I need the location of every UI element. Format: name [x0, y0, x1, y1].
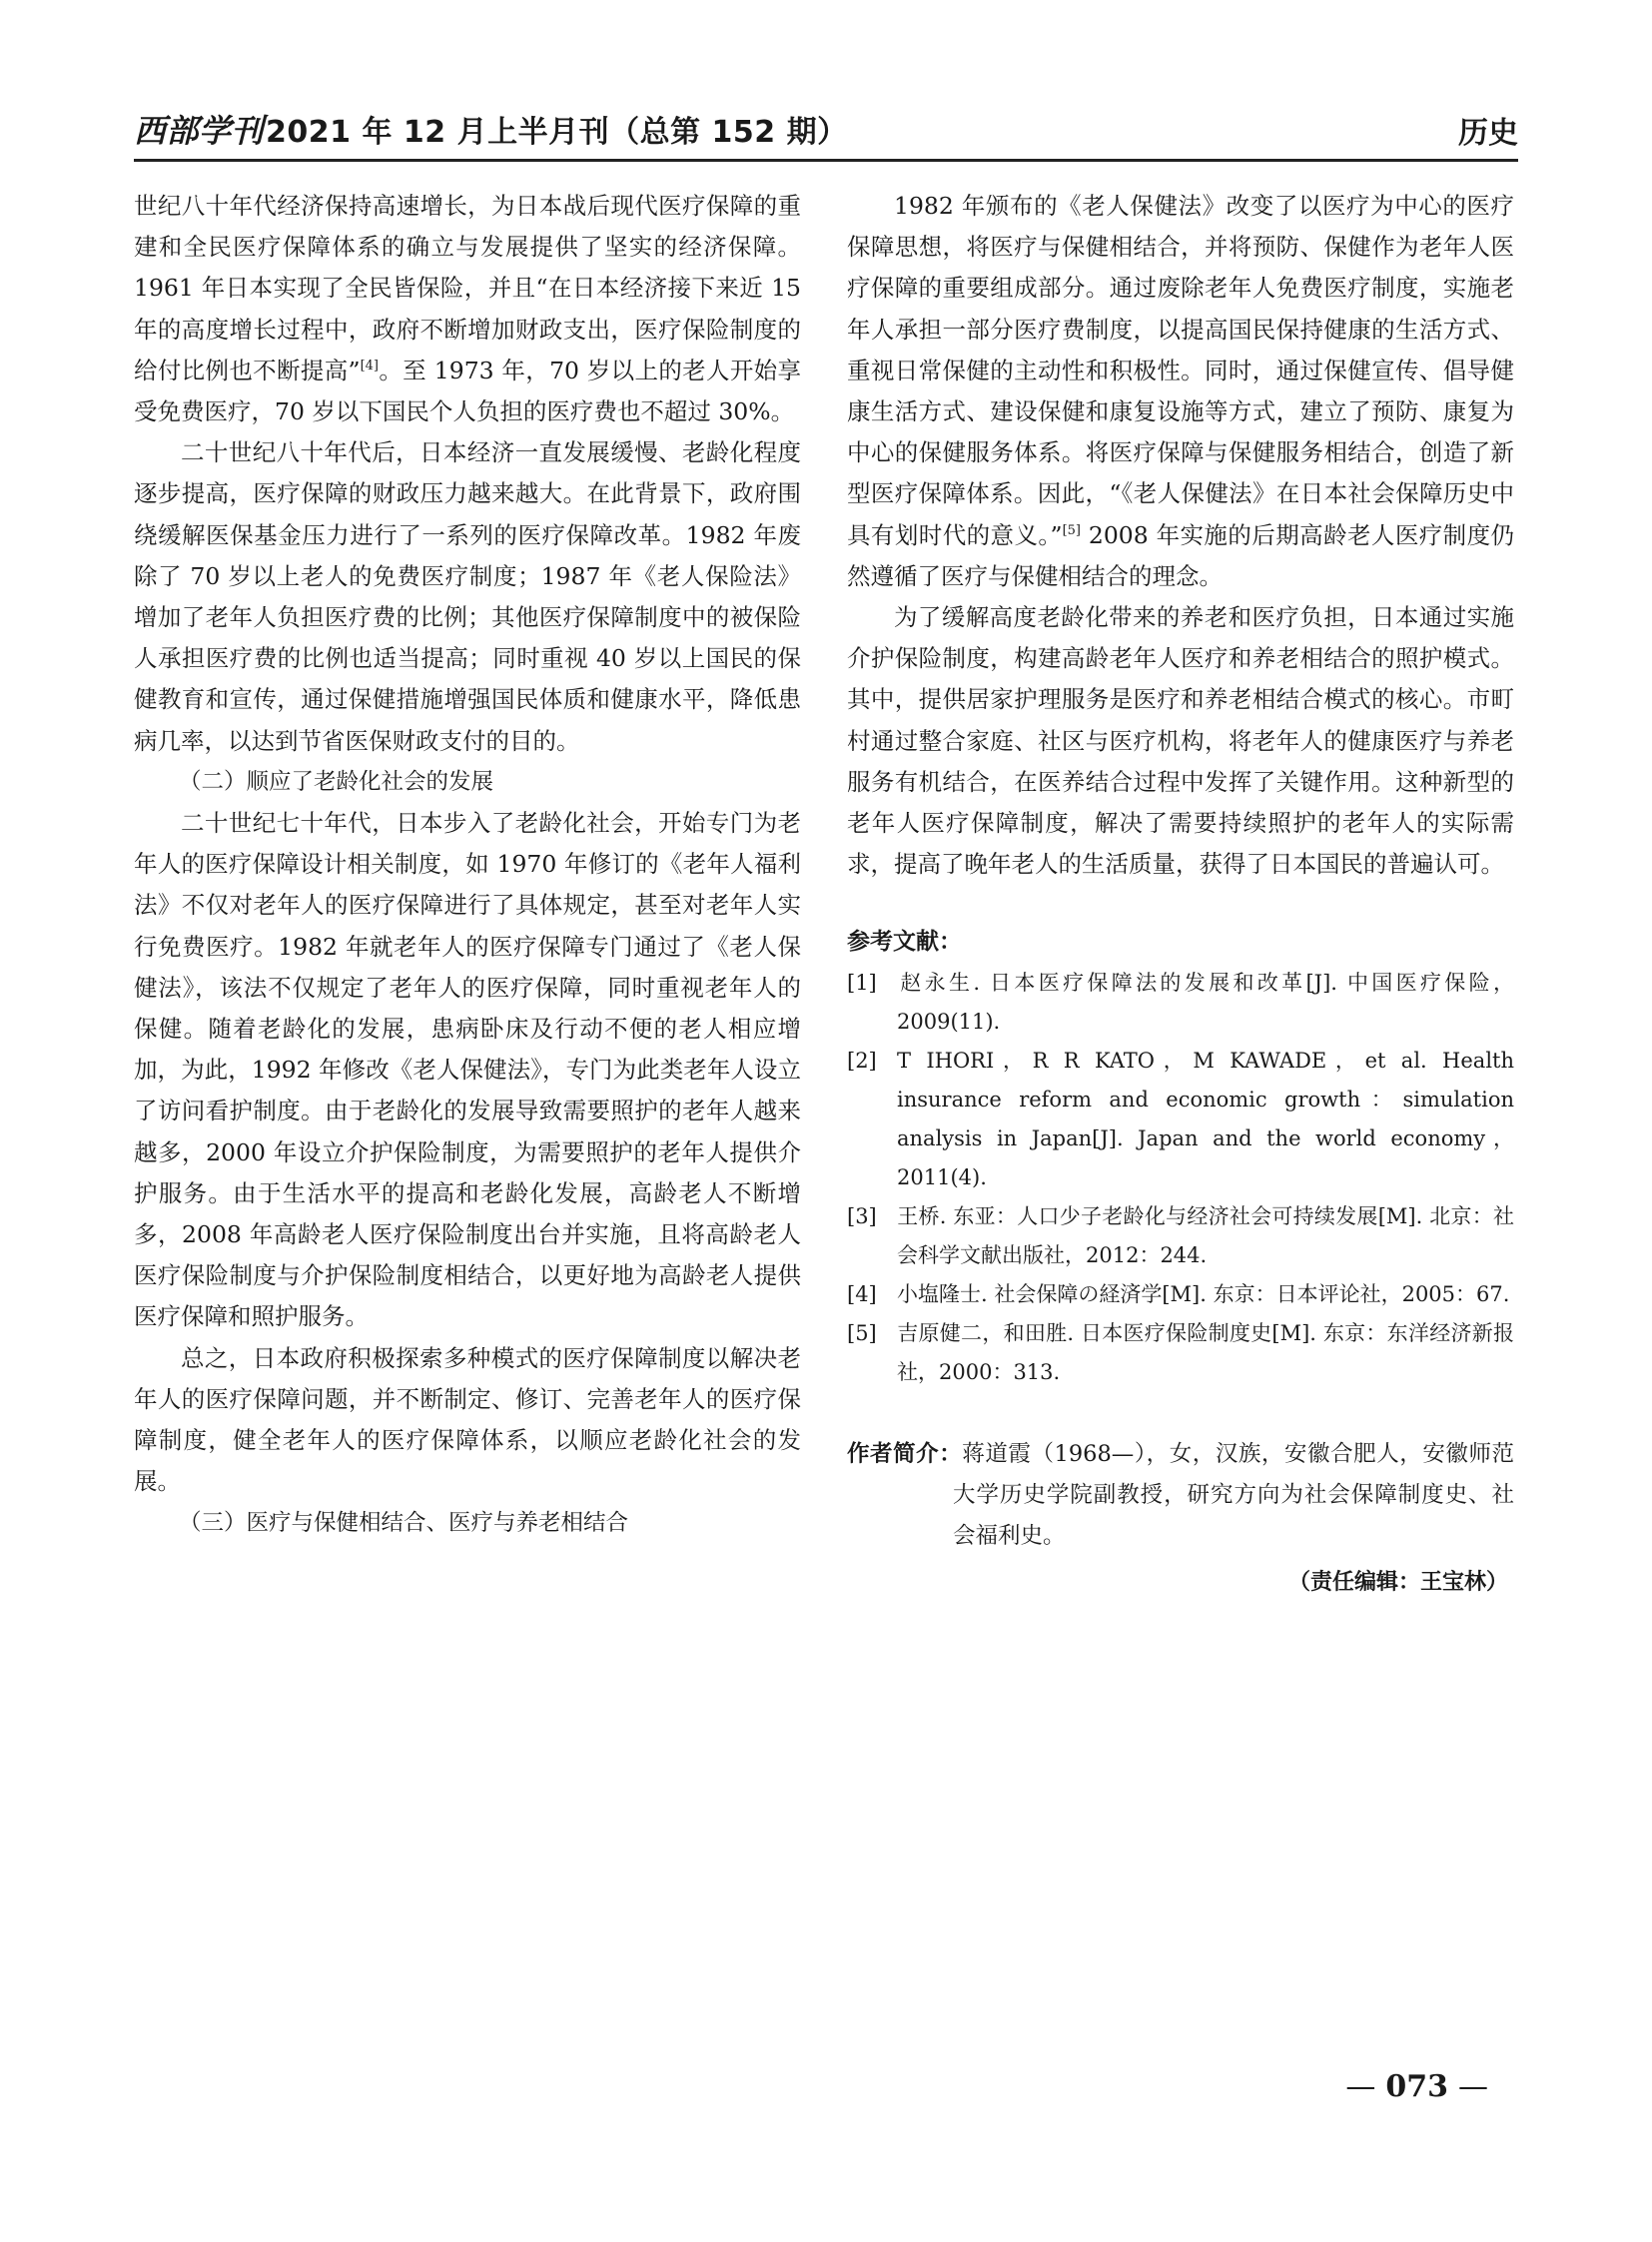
right-column-body	[847, 186, 1514, 885]
header-journal-issue	[134, 106, 848, 152]
author-text: 蒋道霞（1968—），女，汉族，安徽合肥人，安徽师范大学历史学院副教授，研究方向为社会保障制度史、社会福利史。	[953, 1441, 1514, 1550]
reference-text: 赵永生. 日本医疗保障法的发展和改革[J]. 中国医疗保险，2009(11).	[897, 971, 1514, 1035]
reference-number: [2]	[847, 1049, 877, 1074]
paragraph-text: （三）医疗与保健相结合、医疗与养老相结合	[179, 1509, 629, 1536]
author-label: 作者简介：	[847, 1441, 963, 1468]
paragraph-text: 1982 年颁布的《老人保健法》改变了以医疗为中心的医疗保障思想，将医疗与保健相结合，并将预防、保健作为老年人医疗保障的重要组成部分。通过废除老年人免费医疗制度，实施老年人承担一部分医疗费制度，以提高国民保持健康的生活方式、重视日常保健的主动性和积极性。同时，通过保健宣传、倡导健康生活方式、建设保健和康复设施等方式，建立了预防、康复为中心的保健服务体系。将医疗保障与保健服务相结合，创造了新型医疗保障体系。因此，“《老人保健法》在日本社会保障历史中具有划时代的意义。”	[847, 192, 1514, 549]
section-label: 历史	[1458, 116, 1518, 151]
page-number: — 073 —	[1345, 2069, 1488, 2104]
reference-item	[847, 1314, 1514, 1392]
journal-logo: 西部学刊	[134, 112, 265, 150]
paragraph-text: 。至 1973 年，70 岁以上的老人开始享受免费医疗，70 岁以下国民个人负担的医疗费也不超过 30%。	[134, 356, 802, 426]
page-header	[134, 110, 1518, 162]
reference-item	[847, 964, 1514, 1042]
paragraph-text: 总之，日本政府积极探索多种模式的医疗保障制度以解决老年人的医疗保障问题，并不断制定、修订、完善老年人的医疗保障制度，健全老年人的医疗保障体系，以顺应老龄化社会的发展。	[134, 1343, 801, 1496]
citation-marker: [5]	[1062, 522, 1081, 538]
references-list	[847, 964, 1514, 1392]
references-title: 参考文献：	[847, 929, 962, 956]
reference-number: [4]	[847, 1282, 877, 1307]
reference-number: [1]	[847, 971, 877, 996]
paragraph-text: 二十世纪八十年代后，日本经济一直发展缓慢、老龄化程度逐步提高，医疗保障的财政压力越来越大。在此背景下，政府围绕缓解医保基金压力进行了一系列的医疗保障改革。1982 年废除了 70 岁以上老人的免费医疗制度；1987 年《老人保险法》增加了老年人负担医疗费的比例；其他医疗保障制度中的被保险人承担医疗费的比例也适当提高；同时重视 40 岁以上国民的保健教育和宣传，通过保健措施增强国民体质和健康水平，降低患病几率，以达到节省医保财政支付的目的。	[134, 438, 801, 755]
right-column	[847, 186, 1514, 1596]
body-paragraph	[134, 803, 801, 1338]
paragraph-text: （二）顺应了老龄化社会的发展	[179, 768, 494, 795]
citation-marker: [4]	[360, 358, 379, 374]
reference-item	[847, 1275, 1514, 1314]
body-paragraph	[134, 432, 801, 762]
editor-note: （责任编辑：王宝林）	[1287, 1570, 1508, 1596]
reference-text: 小塩隆士. 社会保障の経済学[M]. 东京：日本评论社，2005：67.	[897, 1282, 1510, 1307]
header-rule	[134, 159, 1518, 162]
paragraph-text: 为了缓解高度老龄化带来的养老和医疗负担，日本通过实施介护保险制度，构建高龄老年人医疗和养老相结合的照护模式。其中，提供居家护理服务是医疗和养老相结合模式的核心。市町村通过整合家庭、社区与医疗机构，将老年人的健康医疗与养老服务有机结合，在医养结合过程中发挥了关键作用。这种新型的老年人医疗保障制度，解决了需要持续照护的老年人的实际需求，提高了晚年老人的生活质量，获得了日本国民的普遍认可。	[847, 603, 1514, 879]
section-heading	[134, 762, 801, 803]
reference-text: 王桥. 东亚：人口少子老龄化与经济社会可持续发展[M]. 北京：社会科学文献出版社，2012：244.	[897, 1204, 1514, 1268]
paragraph-text: 二十世纪七十年代，日本步入了老龄化社会，开始专门为老年人的医疗保障设计相关制度，如 1970 年修订的《老年人福利法》不仅对老年人的医疗保障进行了具体规定，甚至对老年人实行免费医疗。1982 年就老年人的医疗保障专门通过了《老人保健法》，该法不仅规定了老年人的医疗保障，同时重视老年人的保健。随着老龄化的发展，患病卧床及行动不便的老人相应增加，为此，1992 年修改《老人保健法》，专门为此类老年人设立了访问看护制度。由于老龄化的发展导致需要照护的老年人越来越多，2000 年设立介护保险制度，为需要照护的老年人提供介护服务。由于生活水平的提高和老龄化发展，高龄老人不断增多，2008 年高龄老人医疗保险制度出台并实施，且将高龄老人医疗保险制度与介护保险制度相结合，以更好地为高龄老人提供医疗保障和照护服务。	[134, 809, 801, 1331]
author-bio	[847, 1434, 1514, 1557]
reference-number: [5]	[847, 1321, 877, 1346]
reference-number: [3]	[847, 1204, 877, 1229]
reference-text: 吉原健二，和田胜. 日本医疗保险制度史[M]. 东京：东洋经济新报社，2000：313.	[897, 1321, 1514, 1385]
reference-item	[847, 1042, 1514, 1197]
section-heading	[134, 1503, 801, 1544]
body-paragraph	[134, 186, 801, 432]
reference-item	[847, 1197, 1514, 1275]
page-number-value: 073	[1385, 2069, 1448, 2104]
paragraph-text: 世纪八十年代经济保持高速增长，为日本战后现代医疗保障的重建和全民医疗保障体系的确立与发展提供了坚实的经济保障。1961 年日本实现了全民皆保险，并且“在日本经济接下来近 15 年的高度增长过程中，政府不断增加财政支出，医疗保险制度的给付比例也不断提高”	[134, 192, 801, 384]
issue-info: 2021 年 12 月上半月刊（总第 152 期）	[266, 115, 848, 150]
body-paragraph	[847, 186, 1514, 597]
left-column	[134, 186, 801, 1544]
body-paragraph	[134, 1338, 801, 1503]
reference-text: T IHORI，R R KATO，M KAWADE，et al. Health insurance reform and economic growth：simulation analysis in Japan[J]. Japan and the world economy，2011(4).	[897, 1049, 1514, 1190]
body-paragraph	[847, 597, 1514, 885]
paragraph-text: 2008 年实施的后期高龄老人医疗制度仍然遵循了医疗与保健相结合的理念。	[847, 520, 1515, 590]
